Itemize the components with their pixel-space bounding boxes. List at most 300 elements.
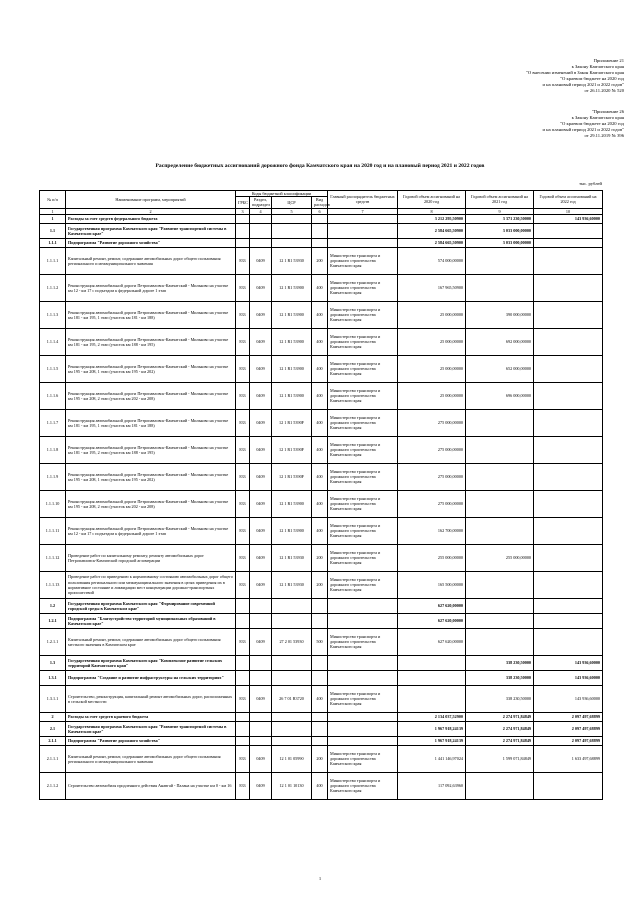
row-vr: 200 <box>312 247 328 274</box>
row-vr: 400 <box>312 274 328 301</box>
row-amount-2020: 255 000,00000 <box>398 544 466 571</box>
row-csr: 12 1 R1 53930 <box>272 571 312 598</box>
table-row <box>40 598 603 613</box>
row-rzpr: 0409 <box>250 517 272 544</box>
row-vr: 400 <box>312 301 328 328</box>
row-csr <box>272 721 312 736</box>
row-grbs: 833 <box>236 544 250 571</box>
row-vr: 400 <box>312 685 328 712</box>
row-csr: 12 1 01 05990 <box>272 745 312 772</box>
row-amount-2021: 3 371 230,50000 <box>466 214 534 223</box>
row-vr <box>312 712 328 721</box>
row-name: Строительство автомобиля продленного действия Анавгай - Палана на участке км 0 - км 16 <box>66 772 236 799</box>
row-vr: 200 <box>312 544 328 571</box>
row-grbs: 833 <box>236 436 250 463</box>
row-name: Государственная программа Камчатского края "Комплексное развитие сельских территорий Камчатского края" <box>66 655 236 670</box>
budget-table <box>39 190 603 800</box>
row-number: 1.1.1.3 <box>40 301 66 328</box>
row-manager: Министерство транспорта и дорожного строительства Камчатского края <box>328 745 398 772</box>
row-csr <box>272 670 312 685</box>
row-rzpr <box>250 214 272 223</box>
row-rzpr: 0409 <box>250 247 272 274</box>
row-manager: Министерство транспорта и дорожного строительства Камчатского края <box>328 463 398 490</box>
row-grbs <box>236 736 250 745</box>
table-row <box>40 490 603 517</box>
row-number: 1.1.1.9 <box>40 463 66 490</box>
row-csr: 12 1 R1 5390F <box>272 463 312 490</box>
row-amount-2022 <box>534 238 603 247</box>
row-csr: 27 2 01 53930 <box>272 628 312 655</box>
row-rzpr: 0409 <box>250 685 272 712</box>
row-rzpr <box>250 598 272 613</box>
column-index-cell: 1 <box>40 208 66 214</box>
row-name: Реконструкция автомобильной дороги Петропавловск-Камчатский - Мильково на участке км 181 - км 195, 1 этап (участок км 181 - км 188) <box>66 301 236 328</box>
row-vr: 400 <box>312 517 328 544</box>
row-number: 1.1.1.8 <box>40 436 66 463</box>
row-manager: Министерство транспорта и дорожного строительства Камчатского края <box>328 628 398 655</box>
row-name: Государственная программа Камчатского края "Развитие транспортной системы в Камчатском крае" <box>66 223 236 238</box>
row-name: Проведение работ по приведению к нормативному состоянию автомобильных дорог общего пользования регионального или межмуниципального значения в целях приведения их в нормативное состояние и ликвидации мест концентрации дорожно-транспортных происшествий <box>66 571 236 598</box>
row-csr <box>272 214 312 223</box>
row-grbs: 833 <box>236 571 250 598</box>
row-amount-2021 <box>466 247 534 274</box>
row-amount-2020: 574 000,00000 <box>398 247 466 274</box>
row-amount-2022 <box>534 409 603 436</box>
table-row <box>40 772 603 799</box>
column-index-cell: 8 <box>398 208 466 214</box>
row-name: Подпрограмма "Развитие дорожного хозяйства" <box>66 238 236 247</box>
appendix-21-line: и на плановый период 2021 и 2022 годов" <box>542 82 624 87</box>
row-amount-2020 <box>398 685 466 712</box>
row-amount-2022 <box>534 544 603 571</box>
table-row <box>40 301 603 328</box>
row-amount-2022: 2 097 497,68899 <box>534 712 603 721</box>
row-amount-2020: 167 965,50900 <box>398 274 466 301</box>
row-amount-2022 <box>534 355 603 382</box>
row-rzpr: 0409 <box>250 490 272 517</box>
table-row <box>40 736 603 745</box>
row-manager: Министерство транспорта и дорожного строительства Камчатского края <box>328 685 398 712</box>
row-csr <box>272 598 312 613</box>
table-row <box>40 382 603 409</box>
row-amount-2021 <box>466 463 534 490</box>
row-amount-2022 <box>534 571 603 598</box>
header-2020: Годовой объем ассигнований на 2020 год <box>398 191 466 209</box>
row-grbs: 833 <box>236 274 250 301</box>
row-manager: Министерство транспорта и дорожного строительства Камчатского края <box>328 274 398 301</box>
row-csr: 12 1 R1 53900 <box>272 274 312 301</box>
appendix-21-line: от 26.11.2020 № 520 <box>584 88 624 93</box>
row-grbs: 833 <box>236 490 250 517</box>
table-row <box>40 223 603 238</box>
column-index-cell: 4 <box>250 208 272 214</box>
row-amount-2020: 627 620,00000 <box>398 628 466 655</box>
row-csr: 12 1 01 10130 <box>272 772 312 799</box>
row-number: 1.3 <box>40 655 66 670</box>
row-rzpr: 0409 <box>250 382 272 409</box>
row-amount-2022: 2 097 497,68899 <box>534 736 603 745</box>
row-grbs: 833 <box>236 328 250 355</box>
row-amount-2021: 255 000,00000 <box>466 544 534 571</box>
row-amount-2022 <box>534 301 603 328</box>
row-csr: 12 1 R1 53930 <box>272 544 312 571</box>
table-row <box>40 628 603 655</box>
row-name: Реконструкция автомобильной дороги Петропавловск-Камчатский - Мильково на участке км 181 - км 195, 1 этап (участок км 181 - км 188) <box>66 409 236 436</box>
row-manager: Министерство транспорта и дорожного строительства Камчатского края <box>328 571 398 598</box>
row-number: 1.1.1.13 <box>40 571 66 598</box>
row-amount-2021 <box>466 598 534 613</box>
row-rzpr: 0409 <box>250 745 272 772</box>
row-number: 1.1.1.6 <box>40 382 66 409</box>
row-number: 1.1.1.12 <box>40 544 66 571</box>
row-number: 1.2.1 <box>40 613 66 628</box>
row-name: Капитальный ремонт, ремонт, содержание автомобильных дорог общего пользования регионального и межмуниципального значения <box>66 247 236 274</box>
column-index-cell: 3 <box>236 208 250 214</box>
table-row <box>40 409 603 436</box>
row-grbs: 833 <box>236 247 250 274</box>
row-manager <box>328 655 398 670</box>
row-amount-2020: 1 967 918,24139 <box>398 721 466 736</box>
row-number: 1.1.1.5 <box>40 355 66 382</box>
row-amount-2022 <box>534 247 603 274</box>
row-amount-2020: 25 000,00000 <box>398 382 466 409</box>
appendix-21-note <box>526 58 624 94</box>
row-amount-2020: 275 000,00000 <box>398 490 466 517</box>
row-number: 1.2 <box>40 598 66 613</box>
table-row <box>40 274 603 301</box>
table-row <box>40 247 603 274</box>
row-manager: Министерство транспорта и дорожного строительства Камчатского края <box>328 328 398 355</box>
row-rzpr: 0409 <box>250 436 272 463</box>
row-number: 1.1 <box>40 223 66 238</box>
row-name: Реконструкция автомобильной дороги Петропавловск-Камчатский - Мильково на участке км 12 - км 17 с подъездом к федеральной дороге 1 этап <box>66 517 236 544</box>
row-rzpr: 0409 <box>250 274 272 301</box>
row-amount-2020: 165 500,00000 <box>398 571 466 598</box>
row-amount-2022 <box>534 613 603 628</box>
row-name: Проведение работ по капитальному ремонту, ремонту автомобильных дорог Петропавловск-Камчатской городской агломерации <box>66 544 236 571</box>
row-name: Подпрограмма "Создание и развитие инфраструктуры на сельских территориях" <box>66 670 236 685</box>
row-vr <box>312 613 328 628</box>
row-number: 2 <box>40 712 66 721</box>
appendix-26-line: "Приложение 26 <box>591 109 624 114</box>
row-number: 2.1.1.2 <box>40 772 66 799</box>
row-vr <box>312 670 328 685</box>
column-index-cell: 5 <box>272 208 312 214</box>
row-csr: 12 1 R1 53900 <box>272 517 312 544</box>
row-name: Расходы за счет средств краевого бюджета <box>66 712 236 721</box>
table-row <box>40 436 603 463</box>
row-amount-2021: 1 599 071,84849 <box>466 745 534 772</box>
row-amount-2021 <box>466 409 534 436</box>
row-amount-2021: 338 230,50000 <box>466 655 534 670</box>
row-amount-2022 <box>534 382 603 409</box>
row-amount-2022 <box>534 628 603 655</box>
row-number: 1.1.1.10 <box>40 490 66 517</box>
row-vr: 400 <box>312 490 328 517</box>
row-amount-2020: 275 000,00000 <box>398 463 466 490</box>
appendix-26-note <box>543 109 624 139</box>
header-grbs: ГРБС <box>236 197 250 208</box>
row-csr: 12 1 R1 5390F <box>272 436 312 463</box>
row-rzpr: 0409 <box>250 772 272 799</box>
row-amount-2021 <box>466 436 534 463</box>
row-name: Реконструкция автомобильной дороги Петропавловск-Камчатский - Мильково на участке км 195 - км 208, 1 этап (участок км 195 - км 202) <box>66 463 236 490</box>
row-manager: Министерство транспорта и дорожного строительства Камчатского края <box>328 247 398 274</box>
row-vr: 400 <box>312 355 328 382</box>
row-grbs: 833 <box>236 628 250 655</box>
row-grbs <box>236 613 250 628</box>
table-row <box>40 721 603 736</box>
row-grbs <box>236 214 250 223</box>
row-csr: 12 1 R1 53900 <box>272 301 312 328</box>
row-csr <box>272 613 312 628</box>
row-amount-2022: 1 633 497,68899 <box>534 745 603 772</box>
row-amount-2020: 25 000,00000 <box>398 355 466 382</box>
row-number: 1.1.1 <box>40 238 66 247</box>
header-rzpr: Раздел, подраздел <box>250 197 272 208</box>
table-row <box>40 214 603 223</box>
row-name: Капитальный ремонт, ремонт, содержание автомобильных дорог общего пользования местного значения в Камчатском крае <box>66 628 236 655</box>
row-number: 1.2.1.1 <box>40 628 66 655</box>
row-name: Реконструкция автомобильной дороги Петропавловск-Камчатский - Мильково на участке км 181 - км 195, 2 этап (участок км 188 - км 195) <box>66 436 236 463</box>
column-index-cell: 9 <box>466 208 534 214</box>
row-amount-2021 <box>466 517 534 544</box>
row-manager <box>328 223 398 238</box>
row-amount-2022 <box>534 517 603 544</box>
row-rzpr: 0409 <box>250 355 272 382</box>
row-grbs <box>236 712 250 721</box>
row-amount-2021: 338 230,50000 <box>466 670 534 685</box>
row-csr: 26 7 01 R3720 <box>272 685 312 712</box>
row-amount-2020: 275 000,00000 <box>398 436 466 463</box>
table-row <box>40 670 603 685</box>
row-vr: 400 <box>312 409 328 436</box>
header-manager: Главный распорядитель бюджетных средств <box>328 191 398 209</box>
row-csr <box>272 712 312 721</box>
table-row <box>40 355 603 382</box>
table-row <box>40 517 603 544</box>
header-codes: Коды бюджетной классификации <box>236 191 328 197</box>
row-manager: Министерство транспорта и дорожного строительства Камчатского края <box>328 301 398 328</box>
row-manager: Министерство транспорта и дорожного строительства Камчатского края <box>328 490 398 517</box>
row-grbs <box>236 721 250 736</box>
row-amount-2021: 2 274 971,84849 <box>466 721 534 736</box>
row-amount-2022: 143 936,60000 <box>534 685 603 712</box>
table-row <box>40 655 603 670</box>
row-amount-2021: 652 000,00000 <box>466 355 534 382</box>
table-row <box>40 544 603 571</box>
row-amount-2021: 338 230,50000 <box>466 685 534 712</box>
row-amount-2020 <box>398 655 466 670</box>
row-amount-2021 <box>466 628 534 655</box>
row-number: 1.1.1.7 <box>40 409 66 436</box>
row-csr <box>272 238 312 247</box>
row-amount-2020: 1 441 146,97024 <box>398 745 466 772</box>
row-rzpr <box>250 670 272 685</box>
row-amount-2020: 25 000,00000 <box>398 328 466 355</box>
row-csr <box>272 736 312 745</box>
table-row <box>40 712 603 721</box>
row-rzpr: 0409 <box>250 544 272 571</box>
row-amount-2021: 3 033 000,00000 <box>466 238 534 247</box>
column-index-cell: 7 <box>328 208 398 214</box>
units-label: тыс. рублей <box>579 181 602 186</box>
row-manager: Министерство транспорта и дорожного строительства Камчатского края <box>328 409 398 436</box>
row-manager <box>328 670 398 685</box>
row-vr: 200 <box>312 745 328 772</box>
row-rzpr <box>250 238 272 247</box>
appendix-21-line: к Закону Камчатского края <box>571 64 624 69</box>
row-amount-2020: 117 092,63960 <box>398 772 466 799</box>
row-grbs <box>236 223 250 238</box>
header-2022: Годовой объем ассигнований на 2022 год <box>534 191 603 209</box>
row-amount-2020 <box>398 670 466 685</box>
row-manager: Министерство транспорта и дорожного строительства Камчатского края <box>328 382 398 409</box>
row-number: 2.1 <box>40 721 66 736</box>
column-index-cell: 10 <box>534 208 603 214</box>
appendix-26-line: к Закону Камчатского края <box>571 115 624 120</box>
row-amount-2021: 3 033 000,00000 <box>466 223 534 238</box>
row-amount-2021: 390 000,00000 <box>466 301 534 328</box>
row-vr: 400 <box>312 772 328 799</box>
row-amount-2021 <box>466 772 534 799</box>
row-amount-2020: 2 134 037,52900 <box>398 712 466 721</box>
row-amount-2021: 2 274 971,84849 <box>466 712 534 721</box>
appendix-21-line: Приложение 21 <box>593 58 624 63</box>
row-name: Подпрограмма "Развитие дорожного хозяйства" <box>66 736 236 745</box>
header-name: Наименование программ, мероприятий <box>66 191 236 209</box>
row-name: Реконструкция автомобильной дороги Петропавловск-Камчатский - Мильково на участке км 195 - км 208, 2 этап (участок км 202 - км 208) <box>66 490 236 517</box>
row-manager: Министерство транспорта и дорожного строительства Камчатского края <box>328 436 398 463</box>
row-manager <box>328 238 398 247</box>
row-amount-2020: 627 620,00000 <box>398 598 466 613</box>
row-name: Реконструкция автомобильной дороги Петропавловск-Камчатский - Мильково на участке км 195 - км 208, 1 этап (участок км 195 - км 202) <box>66 355 236 382</box>
appendix-26-line: и на плановый период 2021 и 2022 годов" <box>542 127 624 132</box>
row-amount-2022: 143 936,60000 <box>534 655 603 670</box>
row-rzpr <box>250 736 272 745</box>
row-manager <box>328 712 398 721</box>
row-grbs: 833 <box>236 463 250 490</box>
table-row <box>40 685 603 712</box>
row-manager <box>328 736 398 745</box>
row-number: 2.1.1.1 <box>40 745 66 772</box>
header-num: № п/п <box>40 191 66 209</box>
row-amount-2020: 2 584 665,50900 <box>398 223 466 238</box>
appendix-26-line: "О краевом бюджете на 2020 год <box>560 121 624 126</box>
row-amount-2021: 2 274 971,84849 <box>466 736 534 745</box>
row-manager <box>328 613 398 628</box>
row-vr <box>312 721 328 736</box>
row-amount-2021: 696 000,00000 <box>466 382 534 409</box>
row-name: Расходы за счет средств федерального бюджета <box>66 214 236 223</box>
row-grbs: 833 <box>236 301 250 328</box>
row-amount-2022 <box>534 490 603 517</box>
row-name: Подпрограмма "Благоустройство территорий муниципальных образований в Камчатском крае" <box>66 613 236 628</box>
row-grbs: 833 <box>236 745 250 772</box>
row-number: 1 <box>40 214 66 223</box>
row-vr: 400 <box>312 328 328 355</box>
row-manager: Министерство транспорта и дорожного строительства Камчатского края <box>328 772 398 799</box>
row-grbs: 833 <box>236 382 250 409</box>
row-name: Реконструкция автомобильной дороги Петропавловск-Камчатский - Мильково на участке км 12 - км 17 с подъездом к федеральной дороге 1 этап <box>66 274 236 301</box>
row-number: 1.1.1.4 <box>40 328 66 355</box>
row-csr: 12 1 R1 53900 <box>272 490 312 517</box>
table-row <box>40 463 603 490</box>
row-number: 1.1.1.1 <box>40 247 66 274</box>
row-grbs: 833 <box>236 772 250 799</box>
row-number: 2.1.1 <box>40 736 66 745</box>
row-amount-2021 <box>466 613 534 628</box>
row-csr: 12 1 R1 5390F <box>272 409 312 436</box>
row-amount-2022: 143 936,60000 <box>534 214 603 223</box>
row-number: 1.3.1.1 <box>40 685 66 712</box>
row-rzpr: 0409 <box>250 571 272 598</box>
row-grbs: 833 <box>236 517 250 544</box>
row-csr: 12 1 R1 53930 <box>272 247 312 274</box>
row-amount-2022: 2 097 497,68899 <box>534 721 603 736</box>
row-vr <box>312 238 328 247</box>
row-name: Капитальный ремонт, ремонт, содержание автомобильных дорог общего пользования регионального и межмуниципального значения <box>66 745 236 772</box>
header-vr: Вид расходов <box>312 197 328 208</box>
row-manager <box>328 721 398 736</box>
column-index-cell: 2 <box>66 208 236 214</box>
row-rzpr: 0409 <box>250 409 272 436</box>
document-title: Распределение бюджетных ассигнований дорожного фонда Камчатского края на 2020 год и на плановый период 2021 и 2022 годов <box>155 163 485 169</box>
table-row <box>40 238 603 247</box>
row-vr <box>312 598 328 613</box>
row-grbs: 833 <box>236 685 250 712</box>
row-rzpr <box>250 223 272 238</box>
row-name: Государственная программа Камчатского края "Развитие транспортной системы в Камчатском крае" <box>66 721 236 736</box>
row-name: Реконструкция автомобильной дороги Петропавловск-Камчатский - Мильково на участке км 195 - км 208, 2 этап (участок км 202 - км 208) <box>66 382 236 409</box>
row-number: 1.3.1 <box>40 670 66 685</box>
row-name: Государственная программа Камчатского края "Формирование современной городской среды в Камчатском крае" <box>66 598 236 613</box>
row-amount-2021 <box>466 571 534 598</box>
row-manager: Министерство транспорта и дорожного строительства Камчатского края <box>328 517 398 544</box>
row-csr <box>272 223 312 238</box>
page-number: 1 <box>318 876 322 881</box>
appendix-26-line: от 29.11.2019 № 396 <box>584 133 624 138</box>
row-amount-2022: 143 936,60000 <box>534 670 603 685</box>
column-index-cell: 6 <box>312 208 328 214</box>
row-amount-2021 <box>466 490 534 517</box>
row-amount-2022 <box>534 772 603 799</box>
row-amount-2021 <box>466 274 534 301</box>
row-vr: 400 <box>312 463 328 490</box>
table-row <box>40 571 603 598</box>
appendix-21-line: "О краевом бюджете на 2020 год <box>560 76 624 81</box>
row-grbs: 833 <box>236 355 250 382</box>
row-rzpr: 0409 <box>250 301 272 328</box>
row-amount-2020: 1 967 918,24139 <box>398 736 466 745</box>
row-rzpr <box>250 613 272 628</box>
row-grbs: 833 <box>236 409 250 436</box>
table-row <box>40 745 603 772</box>
row-amount-2022 <box>534 598 603 613</box>
row-vr: 400 <box>312 436 328 463</box>
row-amount-2022 <box>534 328 603 355</box>
row-csr <box>272 655 312 670</box>
row-csr: 12 1 R1 53900 <box>272 382 312 409</box>
row-rzpr <box>250 655 272 670</box>
row-amount-2020: 275 000,00000 <box>398 409 466 436</box>
row-manager <box>328 214 398 223</box>
row-name: Строительство, реконструкция, капитальный ремонт автомобильных дорог, расположенных в сельской местности <box>66 685 236 712</box>
header-csr: ЦСР <box>272 197 312 208</box>
row-number: 1.1.1.2 <box>40 274 66 301</box>
table-row <box>40 328 603 355</box>
row-vr <box>312 655 328 670</box>
